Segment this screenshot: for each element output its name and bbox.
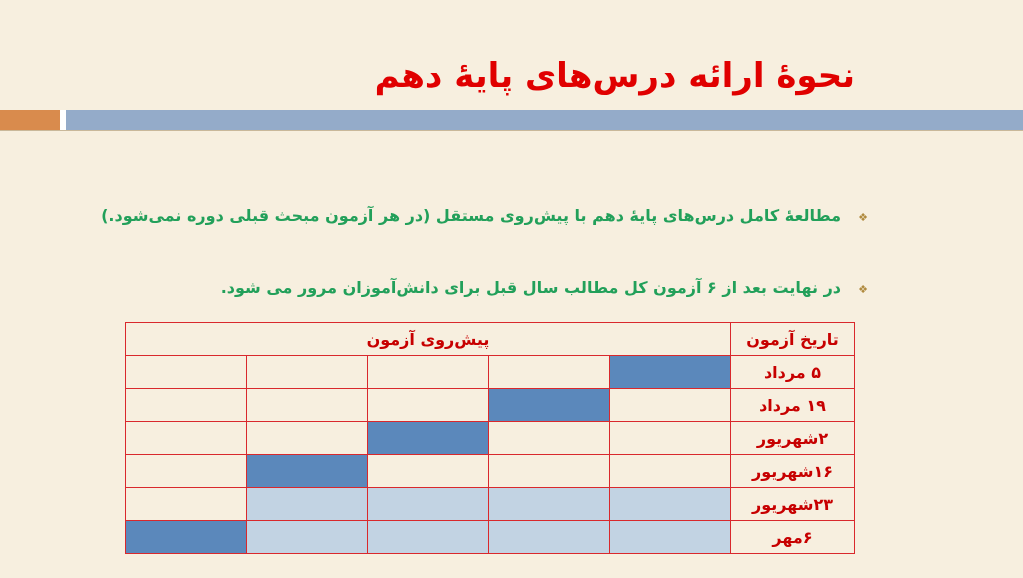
table-row xyxy=(126,389,855,422)
progress-cell-review xyxy=(489,488,610,521)
progress-cell-empty xyxy=(126,488,247,521)
table-row xyxy=(126,356,855,389)
progress-cell-empty xyxy=(368,455,489,488)
exam-date: ۵ مرداد xyxy=(731,356,855,389)
progress-cell-review xyxy=(247,521,368,554)
progress-cell-empty xyxy=(247,356,368,389)
progress-cell-review xyxy=(489,521,610,554)
bullet-item xyxy=(221,277,873,301)
exam-schedule-table xyxy=(125,322,855,554)
progress-cell-review xyxy=(368,521,489,554)
rule-thin-line xyxy=(0,130,1023,131)
progress-cell-empty xyxy=(126,455,247,488)
slide-title: نحوهٔ ارائه درس‌های پایهٔ دهم xyxy=(374,56,855,96)
table-row xyxy=(126,488,855,521)
progress-cell-empty xyxy=(126,389,247,422)
progress-cell-active xyxy=(368,422,489,455)
table-row xyxy=(126,422,855,455)
table-row xyxy=(126,455,855,488)
progress-cell-active xyxy=(610,356,731,389)
progress-cell-empty xyxy=(610,389,731,422)
bullet-text: در نهایت بعد از ۶ آزمون کل مطالب سال قبل برای دانش‌آموزان مرور می شود. xyxy=(220,278,841,297)
progress-cell-review xyxy=(610,521,731,554)
progress-cell-empty xyxy=(247,422,368,455)
progress-cell-empty xyxy=(610,422,731,455)
rule-accent-orange xyxy=(0,110,60,131)
progress-cell-active xyxy=(247,455,368,488)
diamond-bullet-icon: ❖ xyxy=(858,283,868,296)
exam-date: ۲شهریور xyxy=(731,422,855,455)
header-progress: پیش‌روی آزمون xyxy=(126,323,731,356)
diamond-bullet-icon: ❖ xyxy=(858,211,868,224)
table-header-row xyxy=(126,323,855,356)
progress-cell-empty xyxy=(126,422,247,455)
title-rule xyxy=(0,110,1023,131)
exam-date: ۱۶شهریور xyxy=(731,455,855,488)
bullet-text: مطالعهٔ کامل درس‌های پایهٔ دهم با پیش‌روی مستقل (در هر آزمون مبحث قبلی دوره نمی‌شود.) xyxy=(101,206,841,225)
exam-date: ۶مهر xyxy=(731,521,855,554)
progress-cell-active xyxy=(489,389,610,422)
progress-cell-empty xyxy=(247,389,368,422)
exam-date: ۱۹ مرداد xyxy=(731,389,855,422)
progress-cell-empty xyxy=(610,455,731,488)
progress-cell-empty xyxy=(368,389,489,422)
progress-cell-review xyxy=(610,488,731,521)
bullet-item xyxy=(101,205,873,229)
progress-cell-empty xyxy=(489,356,610,389)
progress-cell-empty xyxy=(489,455,610,488)
progress-cell-review xyxy=(368,488,489,521)
header-date: تاریخ آزمون xyxy=(731,323,855,356)
progress-cell-active xyxy=(126,521,247,554)
progress-cell-review xyxy=(247,488,368,521)
progress-cell-empty xyxy=(489,422,610,455)
rule-accent-blue xyxy=(66,110,1023,131)
progress-cell-empty xyxy=(368,356,489,389)
progress-cell-empty xyxy=(126,356,247,389)
exam-date: ۲۳شهریور xyxy=(731,488,855,521)
table-row xyxy=(126,521,855,554)
